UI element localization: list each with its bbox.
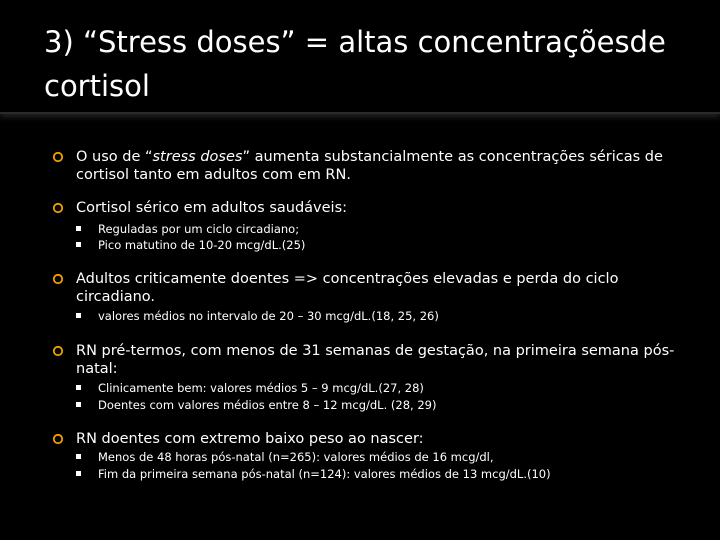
square-bullet-icon — [76, 454, 81, 459]
bullet-4-text: RN pré-termos, com menos de 31 semanas de gestação, na primeira semana pós-natal: — [76, 343, 675, 377]
bullet-4-sub-2: Doentes com valores médios entre 8 – 12 mcg/dL. (28, 29) — [98, 398, 437, 412]
hollow-circle-bullet-icon — [52, 151, 64, 163]
title-band — [0, 0, 720, 114]
bullet-3-text: Adultos criticamente doentes => concentrações elevadas e perda do ciclo circadiano. — [76, 271, 619, 305]
hollow-circle-bullet-icon — [52, 202, 64, 214]
square-bullet-icon — [76, 242, 81, 247]
bullet-4-sub-1: Clinicamente bem: valores médios 5 – 9 mcg/dL.(27, 28) — [98, 381, 424, 395]
bullet-2-text: Cortisol sérico em adultos saudáveis: — [76, 200, 348, 216]
hollow-circle-bullet-icon — [52, 345, 64, 357]
bullet-1-prefix: O uso de “ — [76, 149, 153, 165]
bullet-5-sub-1: Menos de 48 horas pós-natal (n=265): valores médios de 16 mcg/dl, — [98, 450, 494, 464]
hollow-circle-bullet-icon — [52, 433, 64, 445]
slide-title: 3) “Stress doses” = altas concentraçõesde cortisol — [44, 25, 666, 103]
bullet-3-sub-1: valores médios no intervalo de 20 – 30 mcg/dL.(18, 25, 26) — [98, 309, 439, 323]
bullet-1-emphasis: stress doses — [152, 149, 243, 165]
hollow-circle-bullet-icon — [52, 273, 64, 285]
square-bullet-icon — [76, 226, 81, 231]
bullet-1-suffix: ” aumenta substancialmente as concentrações séricas de cortisol tanto em adultos com em RN. — [76, 149, 663, 183]
bullet-5-text: RN doentes com extremo baixo peso ao nascer: — [76, 431, 424, 447]
bullet-5-sub-2: Fim da primeira semana pós-natal (n=124): valores médios de 13 mcg/dL.(10) — [98, 467, 551, 481]
square-bullet-icon — [76, 471, 81, 476]
square-bullet-icon — [76, 402, 81, 407]
square-bullet-icon — [76, 313, 81, 318]
square-bullet-icon — [76, 385, 81, 390]
bullet-2-sub-1: Reguladas por um ciclo circadiano; — [98, 222, 300, 236]
bullet-1-text — [76, 148, 676, 184]
bullet-2-sub-2: Pico matutino de 10-20 mcg/dL.(25) — [98, 238, 306, 252]
